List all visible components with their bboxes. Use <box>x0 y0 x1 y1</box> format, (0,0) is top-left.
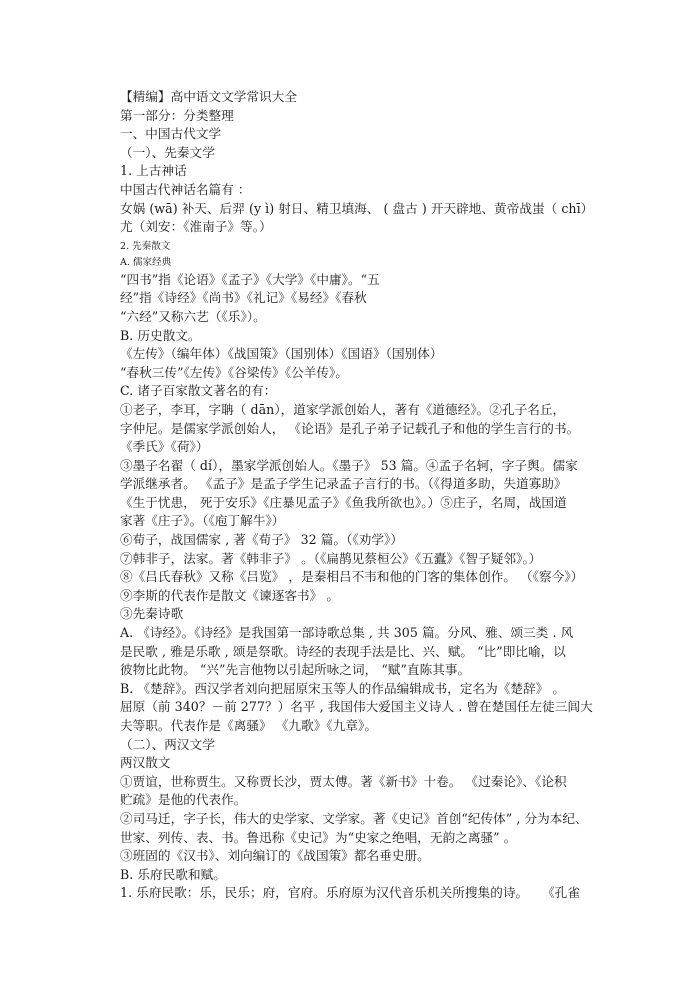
text-line: ⑧《吕氏春秋》又称《吕览》 ，是秦相吕不韦和他的门客的集体创作。 （《察今》） <box>120 569 584 585</box>
part-heading: 第一部分：分类整理 <box>120 107 234 123</box>
subsection-heading: （一）、先秦文学 <box>120 144 215 160</box>
text-line: “六经”又称六艺（《乐》）。 <box>120 308 266 324</box>
text-line: ⑥荀子，战国儒家 , 著《荀子》 32 篇。（《劝学》） <box>120 532 404 548</box>
item-heading: 2. 先秦散文 <box>120 240 171 252</box>
text-line: ⑦韩非子，法家。著《韩非子》 。（《扁鹊见蔡桓公》《五蠹》《智子疑邻》。） <box>120 550 542 566</box>
text-line: 学派继承者。 《孟子》是孟子学生记录孟子言行的书。（《得道多助，失道寡助》 <box>120 476 567 492</box>
text-line: 尤（刘安：《淮南子》等。） <box>120 219 272 235</box>
section-heading: 一、中国古代文学 <box>120 126 222 142</box>
item-heading: 两汉散文 <box>120 755 171 771</box>
item-heading: 1. 上古神话 <box>120 163 187 179</box>
item-heading: ③先秦诗歌 <box>120 606 184 622</box>
text-line: 彼物比此物。 “兴”先言他物以引起所咏之词， “赋”直陈其事。 <box>120 662 471 678</box>
text-line: 《左传》（编年体）《战国策》（国别体）《国语》（国别体） <box>120 346 443 362</box>
text-line: ①贾谊，世称贾生。又称贾长沙，贾太傅。著《新书》十卷。 《过秦论》、《论积 <box>120 773 567 789</box>
text-line: 《季氏》《荷》） <box>120 439 209 455</box>
last-line-right: 《孔雀 <box>542 885 580 901</box>
document-page <box>120 88 594 903</box>
text-line: 屈原（前 340？－前 277？）名平 , 我国伟大爱国主义诗人 . 曾在楚国任左徒三闾大 <box>120 699 593 715</box>
last-line-left: 1. 乐府民歌：乐，民乐；府，官府。乐府原为汉代音乐机关所搜集的诗。 <box>120 885 529 901</box>
item-heading: B. 历史散文。 <box>120 327 201 343</box>
item-heading: A. 儒家经典 <box>120 256 172 268</box>
text-line <box>120 884 580 903</box>
item-heading: B. 乐府民歌和赋。 <box>120 866 226 882</box>
text-line: A. 《诗经》。《诗经》是我国第一部诗歌总集 , 共 305 篇。分风、雅、颂三类 . 风 <box>120 625 574 641</box>
text-line: ②司马迁，字子长，伟大的史学家、文学家。著《史记》首创“纪传体” , 分为本纪、 <box>120 810 588 826</box>
text-line: 世家、列传、表、书。鲁迅称《史记》为“史家之绝唱，无韵之离骚” 。 <box>120 829 517 845</box>
item-heading: C. 诸子百家散文著名的有： <box>120 383 277 399</box>
subsection-heading: （二）、两汉文学 <box>120 736 215 752</box>
text-line: 家著《庄子》。（《庖丁解牛》） <box>120 513 285 529</box>
text-line: 经”指《诗经》《尚书》《礼记》《易经》《春秋 <box>120 290 367 306</box>
text-line: “四书”指《论语》《孟子》《大学》《中庸》。“五 <box>120 271 380 287</box>
text-line: ①老子，李耳，字聃（ dān），道家学派创始人，著有《道德经》。②孔子名丘， <box>120 401 566 417</box>
text-line: ③班固的《汉书》、刘向编订的《战国策》都名垂史册。 <box>120 848 430 864</box>
text-line: 女娲 (wā) 补天、后羿 (y ì) 射日、精卫填海、 ( 盘古 ) 开天辟地、黄帝战蚩（ chī） <box>120 200 594 216</box>
doc-title: 【精编】高中语文文学常识大全 <box>120 89 298 104</box>
text-line: 中国古代神话名篇有 ： <box>120 181 251 197</box>
text-line: ③墨子名翟（ dí），墨家学派创始人。《墨子》 53 篇。④孟子名轲，字子舆。儒家 <box>120 457 578 473</box>
text-line: 夫等职。代表作是《离骚》 《九歌》《九章》。 <box>120 718 377 733</box>
text-line: B. 《楚辞》。西汉学者刘向把屈原宋玉等人的作品编辑成书，定名为《楚辞》 。 <box>120 680 566 696</box>
text-line: 《生于忧患， 死于安乐》《庄暴见孟子》《鱼我所欲也》。）⑤庄子，名周，战国道 <box>120 494 567 510</box>
text-line: 是民歌 , 雅是乐歌 , 颂是祭歌。诗经的表现手法是比、兴、赋。 “比”即比喻，以 <box>120 643 566 659</box>
text-line: “春秋三传”《左传》《谷梁传》《公羊传》。 <box>120 364 349 380</box>
text-line: 贮疏》是他的代表作。 <box>120 792 247 808</box>
text-line: 字仲尼。是儒家学派创始人， 《论语》是孔子弟子记载孔子和他的学生言行的书。 <box>120 420 580 436</box>
text-line: ⑨李斯的代表作是散文《谏逐客书》 。 <box>120 587 339 603</box>
